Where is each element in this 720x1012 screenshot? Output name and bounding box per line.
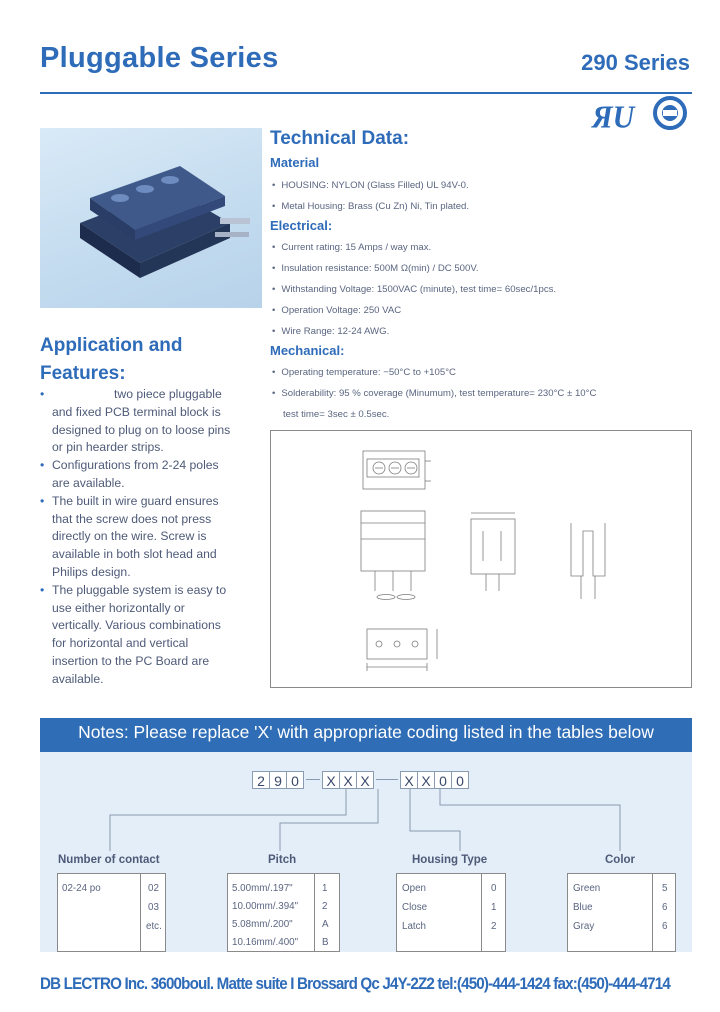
spec-item: • Wire Range: 12-24 AWG. (272, 326, 389, 337)
color-table (567, 873, 676, 952)
technical-drawing (270, 430, 692, 688)
table-cell: 10.00mm/.394" (232, 901, 299, 912)
code-digit: X (400, 771, 418, 789)
spec-item: • Metal Housing: Brass (Cu Zn) Ni, Tin plated. (272, 201, 469, 212)
table-cell: 03 (148, 902, 159, 913)
table-cell: Green (573, 883, 601, 894)
housing-heading: Housing Type (412, 854, 488, 866)
table-cell: A (322, 919, 329, 930)
table-cell: B (322, 937, 329, 948)
table-cell: 1 (322, 883, 328, 894)
ul-recognized-icon (591, 100, 636, 134)
mechanical-heading: Mechanical: (270, 343, 345, 358)
notes-banner-text: Notes: Please replace 'X' with appropriate coding listed in the tables below (78, 722, 654, 742)
code-digit: 0 (434, 771, 452, 789)
spec-item: • Insulation resistance: 500M Ω(min) / DC 500V. (272, 263, 479, 274)
code-connector-lines (40, 789, 692, 855)
table-cell: 02 (148, 883, 159, 894)
contacts-table (57, 873, 166, 952)
table-cell: 2 (322, 901, 328, 912)
spec-item: • Current rating: 15 Amps / way max. (272, 242, 431, 253)
housing-table (396, 873, 506, 952)
code-digit: X (322, 771, 340, 789)
table-cell: Close (402, 902, 428, 913)
code-digit: X (356, 771, 374, 789)
table-cell: Open (402, 883, 426, 894)
feature-item: • Configurations from 2-24 poles are available. (40, 457, 236, 493)
product-photo (40, 128, 262, 308)
part-code-prefix (252, 771, 303, 789)
table-cell: 2 (491, 921, 497, 932)
spec-item: • Solderability: 95 % coverage (Minumum), test temperature= 230°C ± 10°C (272, 388, 596, 399)
part-code-suffix (400, 771, 468, 789)
electrical-heading: Electrical: (270, 218, 333, 233)
spec-note: test time= 3sec ± 0.5sec. (283, 409, 390, 420)
table-cell: 6 (662, 921, 668, 932)
code-digit: 9 (269, 771, 287, 789)
technical-data-title: Technical Data: (270, 128, 410, 149)
application-title-line1: Application and (40, 335, 183, 356)
table-cell: etc. (146, 921, 162, 932)
code-dash (306, 779, 320, 780)
material-heading: Material (270, 155, 320, 170)
svg-text:ЯU: ЯU (592, 99, 635, 134)
code-digit: X (417, 771, 435, 789)
series-label: 290 Series (581, 50, 690, 75)
feature-item: • The built in wire guard ensures that the screw does not press directly on the wire. Screw is available in both slot head and Philips design. (40, 493, 236, 582)
table-cell: 1 (491, 902, 497, 913)
code-digit: X (339, 771, 357, 789)
part-code-mid (322, 771, 373, 789)
page-title: Pluggable Series (40, 42, 279, 74)
features-list (40, 386, 236, 689)
color-heading: Color (605, 854, 636, 866)
company-footer: DB LECTRO Inc. 3600boul. Matte suite I Brossard Qc J4Y-2Z2 tel:(450)-444-1424 fax:(450)-444-4714 (40, 975, 671, 993)
application-title (40, 332, 183, 388)
spec-item: • Withstanding Voltage: 1500VAC (minute), test time= 60sec/1pcs. (272, 284, 556, 295)
code-digit: 0 (286, 771, 304, 789)
table-cell: 5 (662, 883, 668, 894)
table-cell: Latch (402, 921, 426, 932)
code-digit: 0 (451, 771, 469, 789)
csa-icon (655, 98, 685, 128)
table-cell: Gray (573, 921, 595, 932)
application-title-line2: Features: (40, 363, 126, 384)
pitch-table (227, 873, 340, 952)
pitch-heading: Pitch (268, 854, 297, 866)
table-cell: 5.00mm/.197" (232, 883, 293, 894)
table-cell: 10.16mm/.400" (232, 937, 299, 948)
feature-item: • two piece pluggable and fixed PCB terminal block is designed to plug on to loose pins or pin hearder strips. (40, 386, 236, 457)
spec-item: • Operation Voltage: 250 VAC (272, 305, 401, 316)
code-digit: 2 (252, 771, 270, 789)
contact-heading: Number of contact (58, 854, 160, 866)
table-cell: 0 (491, 883, 497, 894)
spec-item: • Operating temperature: −50°C to +105°C (272, 367, 456, 378)
table-cell: 5.08mm/.200" (232, 919, 293, 930)
code-dash (376, 779, 398, 780)
table-cell: 6 (662, 902, 668, 913)
feature-item: • The pluggable system is easy to use either horizontally or vertically. Various combinations for horizontal and vertical insertion to the PC Board are available. (40, 582, 236, 689)
table-cell: Blue (573, 902, 593, 913)
contacts-range: 02-24 po (62, 883, 101, 894)
certification-marks (590, 94, 690, 134)
spec-item: • HOUSING: NYLON (Glass Filled) UL 94V-0. (272, 180, 469, 191)
